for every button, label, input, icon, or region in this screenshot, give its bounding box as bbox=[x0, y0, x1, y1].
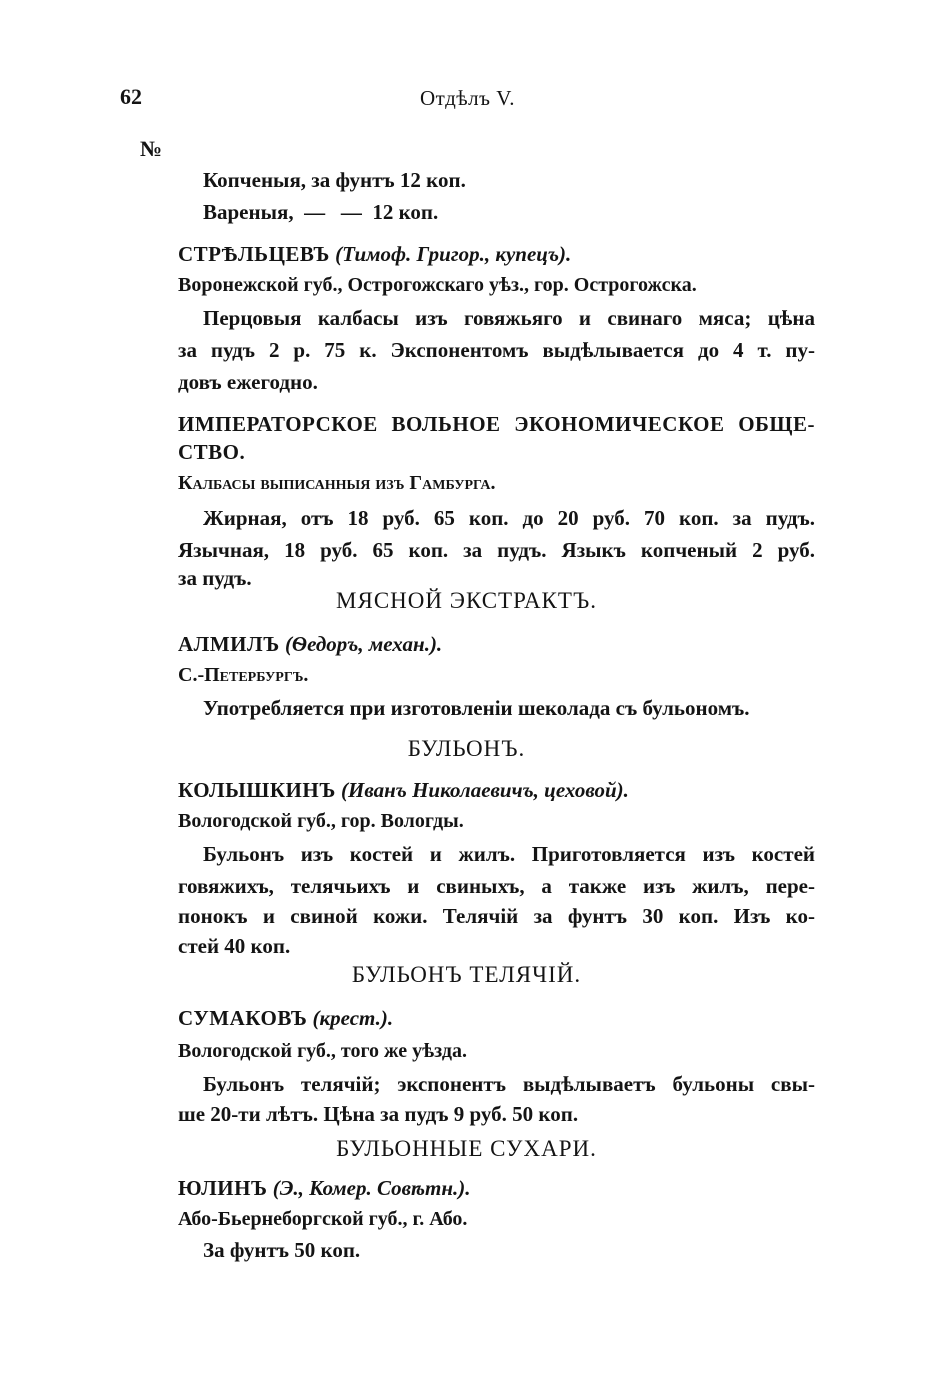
exhibitor-detail: (крест.). bbox=[312, 1006, 394, 1030]
entry-almil-heading bbox=[178, 632, 442, 657]
entry-text-line: Язычная, 18 руб. 65 коп. за пудъ. Языкъ копченый 2 руб. bbox=[178, 538, 815, 562]
section-title-bouillon-rusks: БУЛЬОННЫЕ СУХАРИ. bbox=[336, 1136, 597, 1161]
entry-streltsev-heading bbox=[178, 242, 571, 267]
exhibitor-detail: (Э., Комер. Совѣтн.). bbox=[272, 1176, 471, 1200]
section-title-veal-bouillon: БУЛЬОНЪ ТЕЛЯЧІЙ. bbox=[351, 962, 582, 987]
exhibitor-name: СУМАКОВЪ bbox=[178, 1006, 308, 1030]
entry-text-line: за пудъ 2 р. 75 к. Экспонентомъ выдѣлывается до 4 т. пу- bbox=[178, 338, 815, 362]
entry-subtitle: Калбасы выписанныя изъ Гамбурга. bbox=[178, 472, 496, 494]
exhibitor-detail: (Иванъ Николаевичъ, цеховой). bbox=[341, 778, 629, 802]
entry-text-line: Перцовыя калбасы изъ говяжьяго и свинаго мяса; цѣна bbox=[203, 306, 815, 330]
line-boiled: Вареныя, — — 12 коп. bbox=[203, 200, 439, 224]
entry-text-line: говяжихъ, телячьихъ и свиныхъ, а также изъ жилъ, пере- bbox=[178, 874, 815, 898]
entry-location: Або-Бьернеборгской губ., г. Або. bbox=[178, 1208, 468, 1230]
entry-location: Воронежской губ., Острогожскаго уѣз., гор. Острогожска. bbox=[178, 274, 697, 296]
entry-text-line: понокъ и свиной кожи. Телячій за фунтъ 30 коп. Изъ ко- bbox=[178, 904, 815, 928]
entry-society-heading-cont: СТВО. bbox=[178, 440, 246, 464]
number-mark: № bbox=[140, 136, 163, 161]
entry-sumakov-heading bbox=[178, 1006, 393, 1031]
entry-society-heading: ИМПЕРАТОРСКОЕ ВОЛЬНОЕ ЭКОНОМИЧЕСКОЕ ОБЩЕ- bbox=[178, 412, 815, 436]
exhibitor-name: СТРѢЛЬЦЕВЪ bbox=[178, 242, 330, 266]
entry-text-line: за пудъ. bbox=[178, 566, 252, 590]
running-head: Отдѣлъ V. bbox=[420, 86, 515, 110]
section-title-meat-extract: МЯСНОЙ ЭКСТРАКТЪ. bbox=[336, 588, 597, 613]
entry-text-line: Бульонъ изъ костей и жилъ. Приготовляется изъ костей bbox=[203, 842, 815, 866]
exhibitor-name: ЮЛИНЪ bbox=[178, 1176, 268, 1200]
exhibitor-detail: (Ѳедоръ, механ.). bbox=[284, 632, 443, 656]
page-number: 62 bbox=[120, 84, 142, 109]
line-smoked: Копченыя, за фунтъ 12 коп. bbox=[203, 168, 466, 192]
entry-text-line: стей 40 коп. bbox=[178, 934, 291, 958]
exhibitor-detail: (Тимоф. Григор., купецъ). bbox=[335, 242, 572, 266]
entry-location: Вологодской губ., того же уѣзда. bbox=[178, 1040, 467, 1062]
entry-location: Вологодской губ., гор. Вологды. bbox=[178, 810, 464, 832]
entry-text-line: Жирная, отъ 18 руб. 65 коп. до 20 руб. 70 коп. за пудъ. bbox=[203, 506, 815, 530]
entry-location: С.-Петербургъ. bbox=[178, 664, 309, 686]
entry-text-line: Употребляется при изготовленіи шеколада съ бульономъ. bbox=[203, 696, 750, 720]
entry-yulin-heading bbox=[178, 1176, 471, 1201]
entry-text-line: довъ ежегодно. bbox=[178, 370, 318, 394]
entry-text-line: ше 20-ти лѣтъ. Цѣна за пудъ 9 руб. 50 коп. bbox=[178, 1102, 579, 1126]
entry-kolyshkin-heading bbox=[178, 778, 629, 803]
entry-text-line: За фунтъ 50 коп. bbox=[203, 1238, 361, 1262]
entry-text-line: Бульонъ телячій; экспонентъ выдѣлываетъ бульоны свы- bbox=[203, 1072, 815, 1096]
exhibitor-name: КОЛЫШКИНЪ bbox=[178, 778, 336, 802]
section-title-bouillon: БУЛЬОНЪ. bbox=[407, 736, 526, 761]
exhibitor-name: АЛМИЛЪ bbox=[178, 632, 280, 656]
